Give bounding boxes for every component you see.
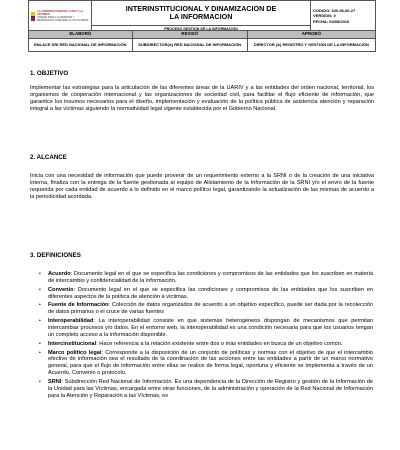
- objetivo-text: Implementar las estrategias para la articulación de las diferentes áreas de la UARIV y a las entidades del orden nacional, territorial, los organismos de cooperación internacional y las organizaciones de sociedad civil, para facilitar el flujo eficiente de información, que garantice los insumos necesarios para el diseño, implementación y evaluación de la política pública de asistencia atención y reparación integral a las víctimas siguiendo la normatividad legal vigente establecida por el Gobierno Nacional.: [30, 85, 374, 112]
- definitions-list: [37, 271, 373, 402]
- definition-term: Interoperabilidad: [48, 318, 94, 325]
- heading-objetivo: 1. OBJETIVO: [30, 70, 69, 77]
- definition-item: • Convenio: Documento legal en el que se especifica las condiciones y compromisos de las entidades que los suscriben en diferentes aspectos de la política de atención a víctimas.: [39, 286, 373, 300]
- definition-text: : Documento legal en el que se especifica las condiciones y compromisos de las entidades que los suscriben en diferentes aspectos de la política de atención a víctimas.: [48, 286, 373, 300]
- definition-item: • Interoperabilidad: La interoperabilidad consiste en que sistemas heterogéneos dispongan de mecanismos que permitan intercambiar procesos y/o datos. En el entorno web, la interoperabilidad es una condición necesaria para que los usuarios tengan un completo acceso a la información disponible.: [39, 318, 373, 339]
- definition-term: Fuente de Información: [48, 302, 109, 309]
- document-date: FECHA: 04/08/2016: [313, 18, 350, 24]
- definition-term: Intercinstitucional: [48, 340, 97, 347]
- logo-line-1: LA CONSTRUCCION DE LA PAZ Y LA VICTIMAS: [37, 10, 84, 16]
- definition-text: : Subdirección Red Nacional de Información. Es una dependencia de la Dirección de Registro y gestión de la Información de la Unidad para las Víctimas, encargada entre otras funciones, de la administración y operación de la Red Nacional de Información para la Atención y Reparación a las Víctimas, es: [48, 379, 373, 400]
- document-title: INTERINSTITUCIONAL Y DINAMIZACION DE LA INFORMACION: [92, 1, 311, 26]
- document-meta: [311, 1, 376, 32]
- colombia-flag-icon: [31, 12, 35, 21]
- definition-item: • Intercinstitucional: Hace referencia a la relación existente entre dos o más entidades en busca de un objetivo común.: [39, 340, 343, 347]
- document-header: [28, 0, 376, 32]
- approval-header-aprobo: APROBÓ: [247, 31, 375, 39]
- unit-logo: [31, 10, 91, 22]
- definition-text: : Corresponde a la disposición de un conjunto de políticas y normas con el objetivo de que el intercambio efectivo de información sea el resultado de la coordinación de las acciones entre las entidades a partir de un marco normativo general, para que el flujo de información entre ellas se realice de forma legal, oportuna y eficiente se implementa a través de un Acuerdo, Convenio o protocolo.: [48, 349, 374, 377]
- definition-text: : Colección de datos organizados de acuerdo a un objetivo específico, puede ser dada por la recolección de datos primarios o el cruce de varias fuentes: [48, 302, 373, 316]
- definition-term: Convenio: [48, 286, 74, 293]
- logo-cell: [29, 1, 92, 32]
- approval-header-elaboro: ELABORÓ: [29, 31, 133, 39]
- heading-definiciones: 3. DEFINICIONES: [30, 252, 81, 259]
- definition-item: • Fuente de Información: Colección de datos organizados de acuerdo a un objetivo específico, puede ser dada por la recolección de datos primarios o el cruce de varias fuentes: [39, 302, 373, 316]
- document-code: CODIGO: 620,06,06-27: [313, 7, 356, 13]
- definition-item: • SRNI: Subdirección Red Nacional de Información. Es una dependencia de la Dirección de Registro y gestión de la Información de la Unidad para las Víctimas, encargada entre otras funciones, de la administración y operación de la Red Nacional de Información para la Atención y Reparación a las Víctimas, es: [39, 379, 373, 400]
- definition-term: Acuerdo: [48, 271, 71, 277]
- definition-text: : Hace referencia a la relación existente entre dos o más entidades en busca de un objetivo común.: [96, 340, 343, 347]
- alcance-text: Inicia con una necesidad de información que puede provenir de un requerimiento externo a la SRNI o de la creación de una iniciativa interna, finaliza con la entrega de la fuente gestionada al equipo de Alistamiento de la Información de la SRNI y/o el envío de la fuente requerida por cada entidad de acuerdo a lo definido en el marco político legal, garantizando la actualización de las mismas de acuerdo a la periodicidad acordada.: [30, 173, 374, 200]
- heading-alcance: 2. ALCANCE: [30, 154, 67, 161]
- approval-value-elaboro: ENLACE SRI RED NACIONAL DE INFORMACIÓN: [29, 39, 133, 52]
- approval-value-aprobo: DIRECTOR (A) REGISTRO Y GESTIÓN DE LA INFORMACIÓN: [247, 39, 375, 52]
- document-version: VERSION: 0: [313, 13, 336, 19]
- definition-item: • Acuerdo: Documento legal en el que se especifica las condiciones y compromisos de las entidades que los suscriben en materia de intercambio y confidencialidad de la información.: [39, 271, 373, 284]
- definition-text: : Documento legal en el que se especifica las condiciones y compromisos de las entidades que los suscriben en materia de intercambio y confidencialidad de la información.: [48, 271, 373, 284]
- definition-item: • Marco político legal: Corresponde a la disposición de un conjunto de políticas y normas con el objetivo de que el intercambio efectivo de información sea el resultado de la coordinación de las acciones entre las entidades a partir de un marco normativo general, para que el flujo de información entre ellas se realice de forma legal, oportuna y eficiente se implementa a través de un Acuerdo, Convenio o protocolo.: [39, 349, 374, 377]
- definition-term: SRNI: [48, 379, 62, 386]
- process-name: PROCESO GESTION DE LA INFORMACIÓN: [92, 26, 311, 32]
- logo-line-2: UNIDAD PARA LA ATENCION Y REPARACION INTEGRAL A LAS VICTIMAS: [37, 16, 89, 22]
- approval-table: [28, 30, 376, 52]
- approval-value-reviso: SUBDIRECTOR(A) RED NACIONAL DE INFORMACIÓN: [132, 39, 247, 52]
- definition-text: : La interoperabilidad consiste en que sistemas heterogéneos dispongan de mecanismos que permitan intercambiar procesos y/o datos. En el entorno web, la interoperabilidad es una condición necesaria para que los usuarios tengan un completo acceso a la información disponible.: [48, 318, 373, 339]
- approval-header-reviso: REVISÓ: [132, 31, 247, 39]
- definition-term: Marco político legal: [48, 349, 102, 356]
